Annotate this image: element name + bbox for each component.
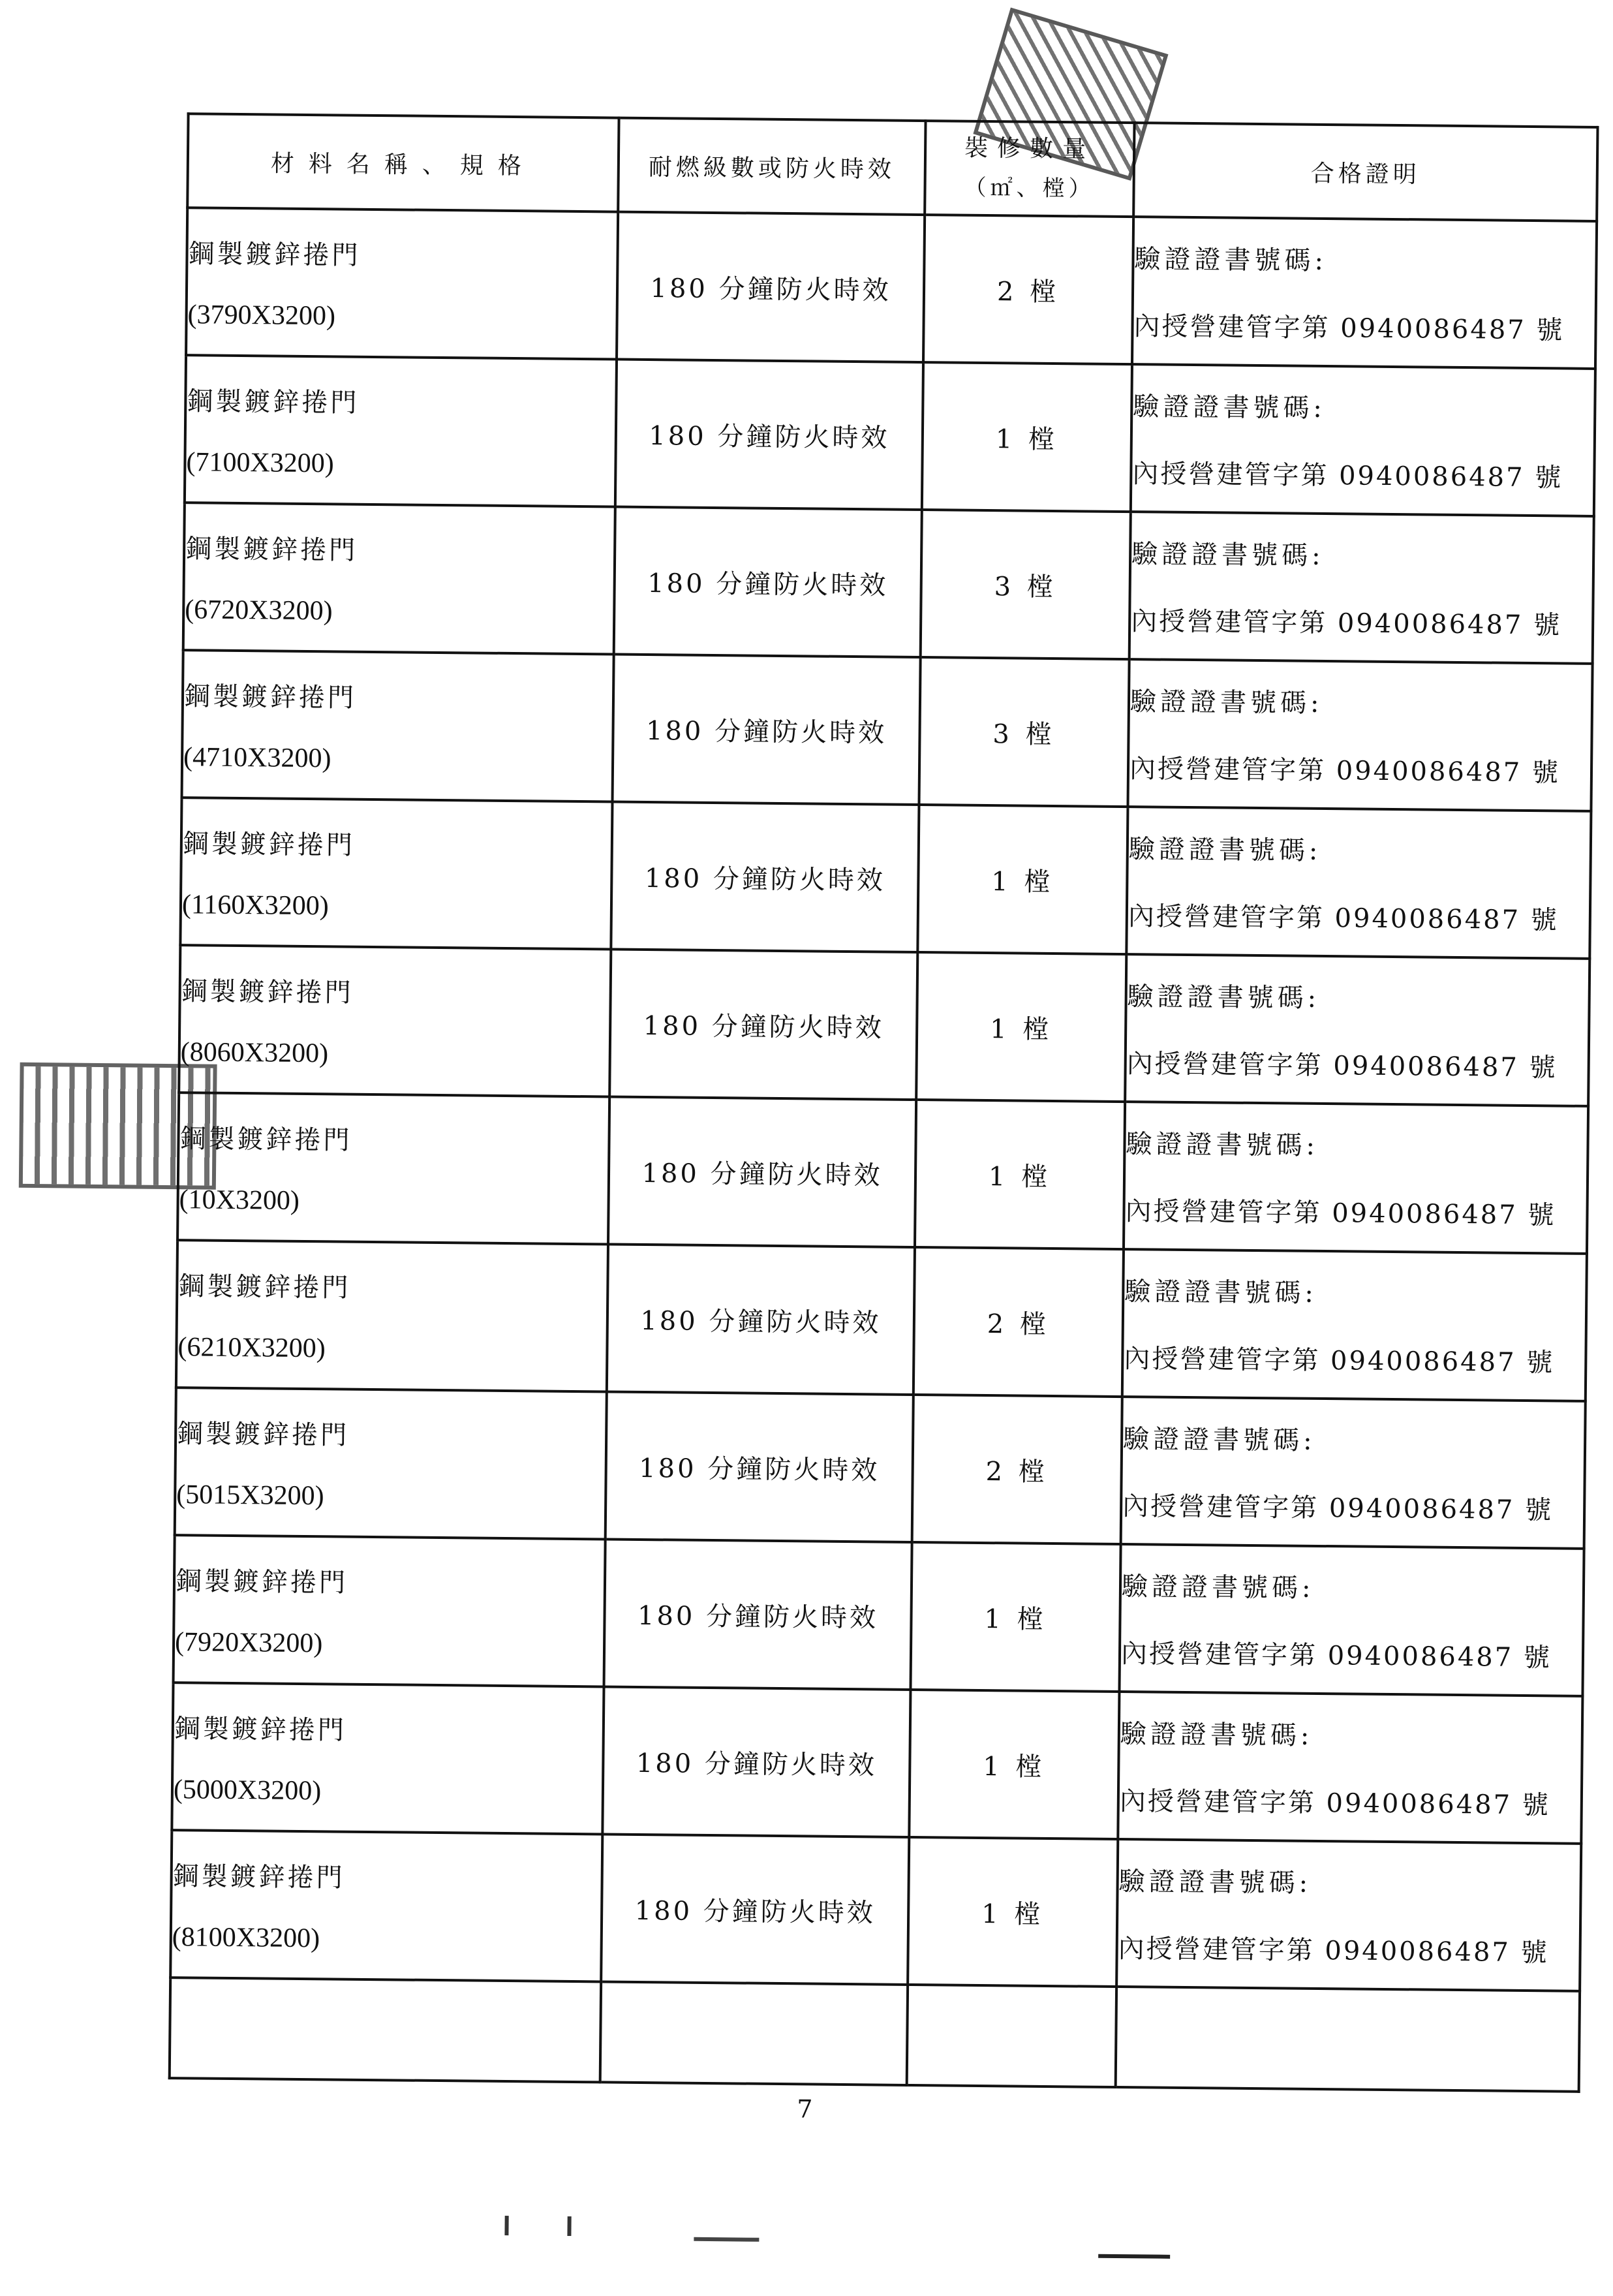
certificate-number: 內授營建管字第 0940086487 號 — [1128, 901, 1559, 936]
material-cell — [174, 1535, 606, 1686]
certificate-number: 內授營建管字第 0940086487 號 — [1125, 1196, 1556, 1231]
material-size: (3790X3200) — [187, 299, 336, 331]
certificate-number: 內授營建管字第 0940086487 號 — [1129, 754, 1561, 788]
fire-rating-cell: 180 分鐘防火時效 — [614, 507, 922, 658]
certificate-label: 驗證證書號碼: — [1126, 1129, 1319, 1161]
material-cell — [186, 208, 618, 359]
material-cell — [176, 1240, 608, 1391]
empty-cell — [600, 1981, 908, 2085]
fire-rating-cell: 180 分鐘防火時效 — [606, 1391, 914, 1542]
fire-rating-cell: 180 分鐘防火時效 — [617, 212, 925, 363]
certificate-label: 驗證證書號碼: — [1121, 1572, 1315, 1604]
material-name: 鋼製鍍鋅捲門 — [187, 386, 360, 418]
certificate-number: 內授營建管字第 0940086487 號 — [1118, 1934, 1549, 1968]
material-cell — [183, 503, 615, 654]
header-quantity-label: 裝修數量 — [964, 134, 1096, 163]
material-name: 鋼製鍍鋅捲門 — [188, 238, 361, 271]
material-size: (10X3200) — [179, 1184, 300, 1216]
certificate-number: 內授營建管字第 0940086487 號 — [1132, 459, 1563, 493]
fire-rating-cell: 180 分鐘防火時效 — [615, 360, 923, 510]
certification-cell — [1132, 217, 1597, 369]
fire-rating-cell: 180 分鐘防火時效 — [611, 802, 919, 953]
table-row — [182, 650, 1593, 811]
table-row — [186, 208, 1597, 369]
certificate-label: 驗證證書號碼: — [1118, 1867, 1312, 1899]
certification-cell — [1131, 364, 1595, 516]
material-size: (8100X3200) — [172, 1921, 320, 1953]
material-name: 鋼製鍍鋅捲門 — [175, 1566, 348, 1598]
empty-cell — [907, 1985, 1116, 2087]
table-row — [172, 1683, 1582, 1844]
table-row — [174, 1535, 1584, 1696]
quantity-cell: 3 樘 — [919, 657, 1129, 807]
fire-rating-cell: 180 分鐘防火時效 — [602, 1686, 910, 1837]
certification-cell — [1119, 1544, 1584, 1696]
material-size: (4710X3200) — [183, 741, 331, 773]
certification-cell — [1118, 1692, 1582, 1844]
header-quantity-unit: （㎡、樘） — [964, 174, 1095, 202]
certificate-number: 內授營建管字第 0940086487 號 — [1133, 311, 1565, 346]
certificate-label: 驗證證書號碼: — [1127, 982, 1321, 1014]
material-name: 鋼製鍍鋅捲門 — [176, 1418, 350, 1451]
certification-cell — [1126, 807, 1591, 959]
header-material-name: 材料名稱、規格 — [187, 114, 619, 211]
certificate-label: 驗證證書號碼: — [1133, 392, 1327, 424]
material-size: (7920X3200) — [174, 1626, 323, 1658]
certificate-label: 驗證證書號碼: — [1131, 539, 1325, 571]
table-row — [177, 1093, 1588, 1254]
material-cell — [170, 1830, 602, 1981]
empty-cell — [170, 1978, 601, 2082]
fire-rating-cell: 180 分鐘防火時效 — [609, 949, 917, 1100]
material-name: 鋼製鍍鋅捲門 — [172, 1861, 345, 1893]
fire-rating-cell: 180 分鐘防火時效 — [608, 1096, 916, 1247]
material-size: (5000X3200) — [173, 1774, 322, 1806]
materials-table — [168, 112, 1599, 2093]
material-size: (5015X3200) — [176, 1479, 324, 1511]
material-name: 鋼製鍍鋅捲門 — [181, 976, 354, 1008]
quantity-cell: 1 樘 — [910, 1542, 1120, 1692]
material-size: (6210X3200) — [177, 1331, 326, 1363]
material-size: (8060X3200) — [180, 1036, 329, 1068]
quantity-cell: 1 樘 — [917, 805, 1128, 954]
certification-cell — [1116, 1839, 1581, 1991]
quantity-cell: 1 樘 — [915, 1100, 1125, 1249]
page-number: 7 — [797, 2094, 813, 2124]
certificate-number: 內授營建管字第 0940086487 號 — [1119, 1786, 1550, 1821]
certificate-number: 內授營建管字第 0940086487 號 — [1126, 1049, 1558, 1083]
certificate-label: 驗證證書號碼: — [1122, 1424, 1316, 1456]
certificate-label: 驗證證書號碼: — [1134, 244, 1328, 276]
table-header-row — [187, 114, 1597, 221]
quantity-cell: 3 樘 — [921, 510, 1131, 659]
table-row — [185, 355, 1595, 516]
material-cell — [185, 355, 617, 506]
certificate-label: 驗證證書號碼: — [1128, 834, 1322, 866]
quantity-cell: 2 樘 — [914, 1247, 1124, 1397]
quantity-cell: 1 樘 — [909, 1690, 1119, 1839]
certification-cell — [1125, 954, 1590, 1106]
empty-table-row — [170, 1978, 1580, 2092]
material-name: 鋼製鍍鋅捲門 — [178, 1271, 351, 1303]
material-name: 鋼製鍍鋅捲門 — [179, 1123, 352, 1156]
certificate-number: 內授營建管字第 0940086487 號 — [1124, 1344, 1555, 1378]
material-cell — [182, 650, 614, 801]
quantity-cell: 2 樘 — [912, 1395, 1122, 1544]
table-row — [180, 798, 1591, 959]
table-row — [175, 1388, 1586, 1549]
empty-cell — [1116, 1987, 1580, 2092]
certification-cell — [1128, 659, 1592, 811]
fire-rating-cell: 180 分鐘防火時效 — [604, 1539, 912, 1690]
footer-scan-mark — [1098, 2235, 1170, 2259]
material-cell — [172, 1683, 604, 1834]
certification-cell — [1129, 512, 1594, 664]
fire-rating-cell: 180 分鐘防火時效 — [601, 1834, 909, 1985]
certificate-number: 內授營建管字第 0940086487 號 — [1130, 606, 1562, 641]
header-quantity — [925, 121, 1134, 217]
material-name: 鋼製鍍鋅捲門 — [182, 828, 356, 861]
material-size: (7100X3200) — [186, 446, 335, 478]
header-fire-rating: 耐燃級數或防火時效 — [618, 118, 925, 215]
quantity-cell: 1 樘 — [916, 952, 1126, 1102]
header-certification: 合格證明 — [1133, 123, 1597, 221]
material-size: (1160X3200) — [181, 889, 329, 921]
certificate-label: 驗證證書號碼: — [1129, 687, 1323, 719]
table-body — [170, 208, 1597, 2092]
fire-rating-cell: 180 分鐘防火時效 — [613, 655, 921, 805]
material-cell — [177, 1093, 609, 1244]
certification-cell — [1122, 1249, 1587, 1401]
certificate-number: 內授營建管字第 0940086487 號 — [1122, 1491, 1554, 1526]
footer-scan-mark — [694, 2218, 759, 2242]
material-cell — [180, 798, 612, 949]
certificate-number: 內授營建管字第 0940086487 號 — [1120, 1639, 1552, 1673]
material-cell — [179, 945, 611, 1096]
material-name: 鋼製鍍鋅捲門 — [183, 681, 357, 713]
material-name: 鋼製鍍鋅捲門 — [185, 533, 358, 566]
certification-cell — [1124, 1102, 1588, 1254]
table-row — [179, 945, 1590, 1106]
quantity-cell: 1 樘 — [908, 1837, 1118, 1987]
quantity-cell: 2 樘 — [923, 215, 1133, 364]
material-size: (6720X3200) — [185, 594, 333, 626]
material-cell — [175, 1388, 607, 1539]
table-row — [176, 1240, 1587, 1401]
certificate-label: 驗證證書號碼: — [1124, 1277, 1318, 1309]
table-row — [183, 503, 1594, 664]
footer-scan-mark — [504, 2216, 571, 2236]
quantity-cell: 1 樘 — [922, 362, 1132, 512]
table-row — [170, 1830, 1581, 1991]
fire-rating-cell: 180 分鐘防火時效 — [607, 1244, 915, 1395]
material-name: 鋼製鍍鋅捲門 — [174, 1713, 347, 1746]
certificate-label: 驗證證書號碼: — [1120, 1719, 1313, 1751]
certification-cell — [1121, 1397, 1586, 1549]
